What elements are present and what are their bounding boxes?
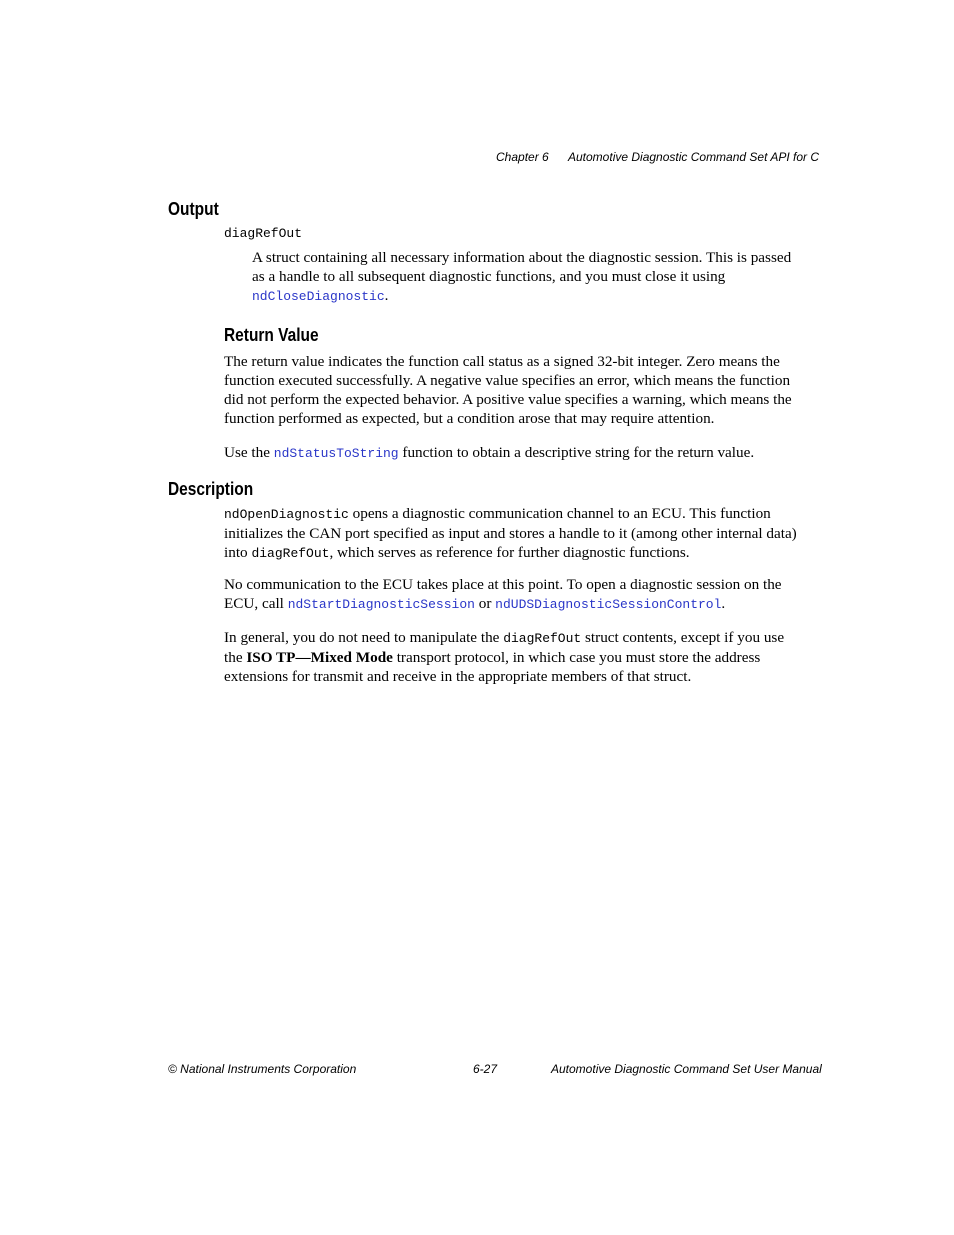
section-heading-description: Description bbox=[168, 479, 254, 499]
description-p2-or: or bbox=[478, 595, 492, 612]
footer-copyright: © National Instruments Corporation bbox=[168, 1062, 357, 1076]
return-value-paragraph-1: The return value indicates the function call status as a signed 32-bit integer. Zero means the function executed successfully. A negative value specifies an error, which means the function did not perform the expected behavior. A positive value specifies a warning, which means the function performed as expected, but a condition arose that may require attention. bbox=[224, 353, 792, 427]
running-header-chapter: Chapter 6 bbox=[496, 150, 549, 164]
code-diagrefout-2: diagRefOut bbox=[503, 631, 582, 646]
description-paragraph-3 bbox=[224, 628, 800, 686]
return-value-text-pre: Use the bbox=[224, 444, 270, 461]
description-p3-text-2: struct contents, except if you use the bbox=[224, 629, 785, 666]
footer-manual-title: Automotive Diagnostic Command Set User Manual bbox=[551, 1062, 822, 1076]
description-paragraph-1 bbox=[224, 504, 800, 563]
description-p2-text-1: No communication to the ECU takes place at this point. To open a diagnostic session on the ECU, call bbox=[224, 576, 782, 612]
code-diagrefout: diagRefOut bbox=[251, 546, 330, 561]
section-heading-output: Output bbox=[168, 199, 219, 219]
description-p2-end: . bbox=[721, 595, 726, 612]
running-header-title: Automotive Diagnostic Command Set API for C bbox=[568, 150, 819, 164]
description-paragraph-2 bbox=[224, 575, 800, 614]
description-p3-text-3: transport protocol, in which case you must store the address extensions for transmit and receive in the appropriate members of that struct. bbox=[224, 649, 761, 685]
description-p1-text-2: , which serves as reference for further diagnostic functions. bbox=[329, 544, 690, 561]
description-p3-text-1: In general, you do not need to manipulate the bbox=[224, 629, 500, 646]
param-name-diagrefout: diagRefOut bbox=[224, 226, 303, 241]
link-ndstatustostring[interactable]: ndStatusToString bbox=[273, 446, 399, 461]
description-p1-text-1: opens a diagnostic communication channel to an ECU. This function initializes the CAN port specified as input and stores a handle to it (among other internal data) into bbox=[224, 505, 797, 561]
bold-iso-tp-mixed-mode: ISO TP—Mixed Mode bbox=[246, 649, 393, 666]
footer-page-number: 6-27 bbox=[473, 1062, 498, 1076]
output-description-text: A struct containing all necessary information about the diagnostic session. This is passed as a handle to all subsequent diagnostic functions, and you must close it using bbox=[252, 249, 792, 285]
return-value-text-post: function to obtain a descriptive string for the return value. bbox=[402, 444, 755, 461]
output-description-end: . bbox=[384, 287, 389, 304]
section-heading-return-value: Return Value bbox=[224, 325, 319, 345]
link-ndclosediagnostic[interactable]: ndCloseDiagnostic bbox=[252, 289, 385, 304]
return-value-paragraph-2 bbox=[224, 443, 800, 463]
link-ndudsdiagnosticsessioncontrol[interactable]: ndUDSDiagnosticSessionControl bbox=[495, 597, 722, 612]
output-description bbox=[252, 248, 800, 306]
link-ndstartdiagnosticsession[interactable]: ndStartDiagnosticSession bbox=[287, 597, 475, 612]
code-ndopendiagnostic: ndOpenDiagnostic bbox=[224, 507, 349, 522]
